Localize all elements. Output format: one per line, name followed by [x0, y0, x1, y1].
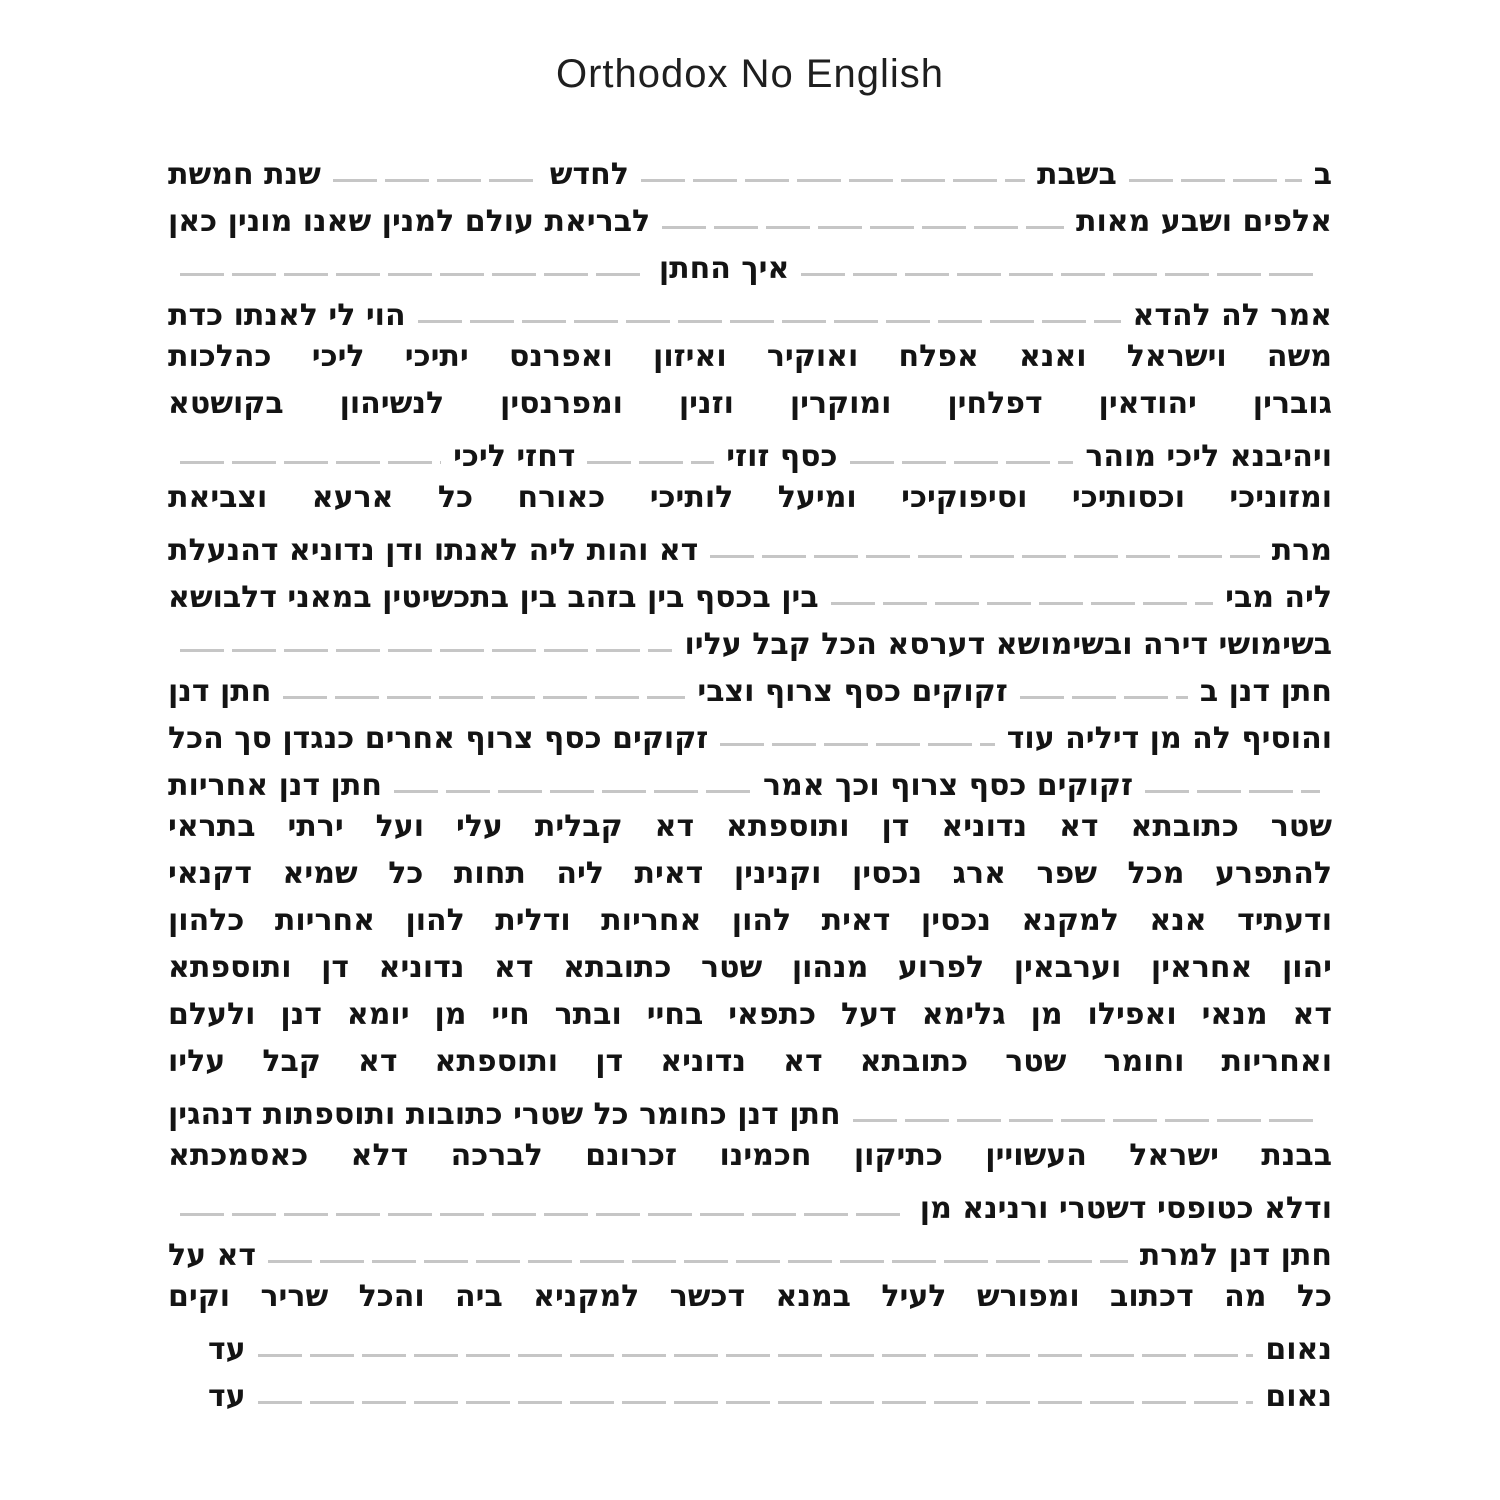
fill-in-blank	[180, 649, 672, 652]
ketubah-line-4	[168, 286, 1332, 333]
hebrew-text: עד	[208, 1332, 246, 1367]
ketubah-line-6: גוברין יהודאין דפלחין ומוקרין וזנין ומפרנסין לנשיהון בקושטא	[168, 386, 1332, 421]
hebrew-text: חתן דנן למרת	[1139, 1238, 1332, 1273]
ketubah-line-12	[168, 662, 1332, 709]
fill-in-blank	[853, 1119, 1320, 1122]
hebrew-text: לחדש	[549, 157, 629, 192]
hebrew-text: דא על	[168, 1238, 257, 1273]
hebrew-text: אמר לה להדא	[1132, 298, 1332, 333]
ketubah-line-7	[168, 427, 1332, 474]
hebrew-text: זקוקים כסף צרוף וכך אמר	[762, 768, 1133, 803]
fill-in-blank	[662, 226, 1064, 229]
hebrew-text: דחזי ליכי	[453, 439, 576, 474]
hebrew-text: הוי לי לאנתו כדת	[168, 298, 406, 333]
fill-in-blank	[801, 273, 1320, 276]
fill-in-blank	[720, 743, 994, 746]
ketubah-text	[0, 97, 1500, 1414]
hebrew-text: עד	[208, 1379, 246, 1414]
ketubah-line-13	[168, 709, 1332, 756]
ketubah-line-20: ואחריות וחומר שטר כתובתא דא נדוניא דן ותוספתא דא קבל עליו	[168, 1044, 1332, 1079]
spacer	[168, 1366, 208, 1367]
ketubah-line-27	[168, 1367, 1332, 1414]
ketubah-line-1	[168, 145, 1332, 192]
hebrew-text: חתן דנן כחומר כל שטרי כתובות ותוספתות דנהגין	[168, 1097, 841, 1132]
ketubah-line-24	[168, 1226, 1332, 1273]
fill-in-blank	[258, 1354, 1254, 1357]
fill-in-blank	[850, 461, 1074, 464]
ketubah-line-2	[168, 192, 1332, 239]
hebrew-text: נאום	[1265, 1379, 1332, 1414]
hebrew-text: דא והות ליה לאנתו ודן נדוניא דהנעלת	[168, 533, 699, 568]
hebrew-text: ויהיבנא ליכי מוהר	[1085, 439, 1332, 474]
spacer	[168, 1413, 208, 1414]
hebrew-text: ודלא כטופסי דשטרי ורנינא מן	[919, 1191, 1332, 1226]
ketubah-line-26	[168, 1320, 1332, 1367]
fill-in-blank	[180, 273, 647, 276]
hebrew-text: אלפים ושבע מאות	[1076, 204, 1332, 239]
ketubah-line-22: בבנת ישראל העשויין כתיקון חכמינו זכרונם לברכה דלא כאסמכתא	[168, 1138, 1332, 1173]
fill-in-blank	[587, 461, 714, 464]
ketubah-line-18: יהון אחראין וערבאין לפרוע מנהון שטר כתובתא דא נדוניא דן ותוספתא	[168, 950, 1332, 985]
ketubah-line-16: להתפרע מכל שפר ארג נכסין וקנינין דאית ליה תחות כל שמיא דקנאי	[168, 856, 1332, 891]
ketubah-line-11	[168, 615, 1332, 662]
ketubah-line-5: משה וישראל ואנא אפלח ואוקיר ואיזון ואפרנס יתיכי ליכי כהלכות	[168, 339, 1332, 374]
ketubah-line-14	[168, 756, 1332, 803]
fill-in-blank	[1145, 790, 1320, 793]
hebrew-text: ב	[1313, 157, 1332, 192]
hebrew-text: כסף זוזי	[726, 439, 838, 474]
ketubah-line-8: ומזוניכי וכסותיכי וסיפוקיכי ומיעל לותיכי כאורח כל ארעא וצביאת	[168, 480, 1332, 515]
hebrew-text: ליה מבי	[1225, 580, 1332, 615]
ketubah-line-21	[168, 1085, 1332, 1132]
ketubah-line-3	[168, 239, 1332, 286]
fill-in-blank	[394, 790, 751, 793]
hebrew-text: לבריאת עולם למנין שאנו מונין כאן	[168, 204, 651, 239]
ketubah-line-17: ודעתיד אנא למקנא נכסין דאית להון אחריות ודלית להון אחריות כלהון	[168, 903, 1332, 938]
fill-in-blank	[710, 555, 1259, 558]
fill-in-blank	[641, 179, 1025, 182]
hebrew-text: חתן דנן ב	[1199, 674, 1332, 709]
hebrew-text: בין בכסף בין בזהב בין בתכשיטין במאני דלבושא	[168, 580, 819, 615]
hebrew-text: בשבת	[1037, 157, 1117, 192]
ketubah-line-25: כל מה דכתוב ומפורש לעיל במנא דכשר למקניא ביה והכל שריר וקים	[168, 1279, 1332, 1314]
hebrew-text: בשימושי דירה ובשימושא דערסא הכל קבל עליו	[684, 627, 1332, 662]
fill-in-blank	[1020, 696, 1188, 699]
hebrew-text: חתן דנן אחריות	[168, 768, 382, 803]
ketubah-line-9	[168, 521, 1332, 568]
ketubah-line-10	[168, 568, 1332, 615]
hebrew-text: מרת	[1271, 533, 1332, 568]
fill-in-blank	[333, 179, 538, 182]
fill-in-blank	[258, 1401, 1254, 1404]
hebrew-text: שנת חמשת	[168, 157, 321, 192]
fill-in-blank	[831, 602, 1213, 605]
hebrew-text: זקוקים כסף צרוף אחרים כנגדן סך הכל	[168, 721, 709, 756]
hebrew-text: והוסיף לה מן דיליה עוד	[1006, 721, 1332, 756]
hebrew-text: נאום	[1265, 1332, 1332, 1367]
document-title: Orthodox No English	[555, 52, 945, 96]
fill-in-blank	[1129, 179, 1302, 182]
fill-in-blank	[268, 1260, 1128, 1263]
hebrew-text: חתן דנן	[168, 674, 272, 709]
ketubah-line-23	[168, 1179, 1332, 1226]
fill-in-blank	[418, 320, 1121, 323]
fill-in-blank	[180, 1213, 908, 1216]
ketubah-line-15: שטר כתובתא דא נדוניא דן ותוספתא דא קבלית עלי ועל ירתי בתראי	[168, 809, 1332, 844]
hebrew-text: איך החתן	[658, 251, 790, 286]
hebrew-text: זקוקים כסף צרוף וצבי	[697, 674, 1008, 709]
fill-in-blank	[180, 461, 441, 464]
fill-in-blank	[283, 696, 685, 699]
ketubah-line-19: דא מנאי ואפילו מן גלימא דעל כתפאי בחיי ובתר חיי מן יומא דנן ולעלם	[168, 997, 1332, 1032]
